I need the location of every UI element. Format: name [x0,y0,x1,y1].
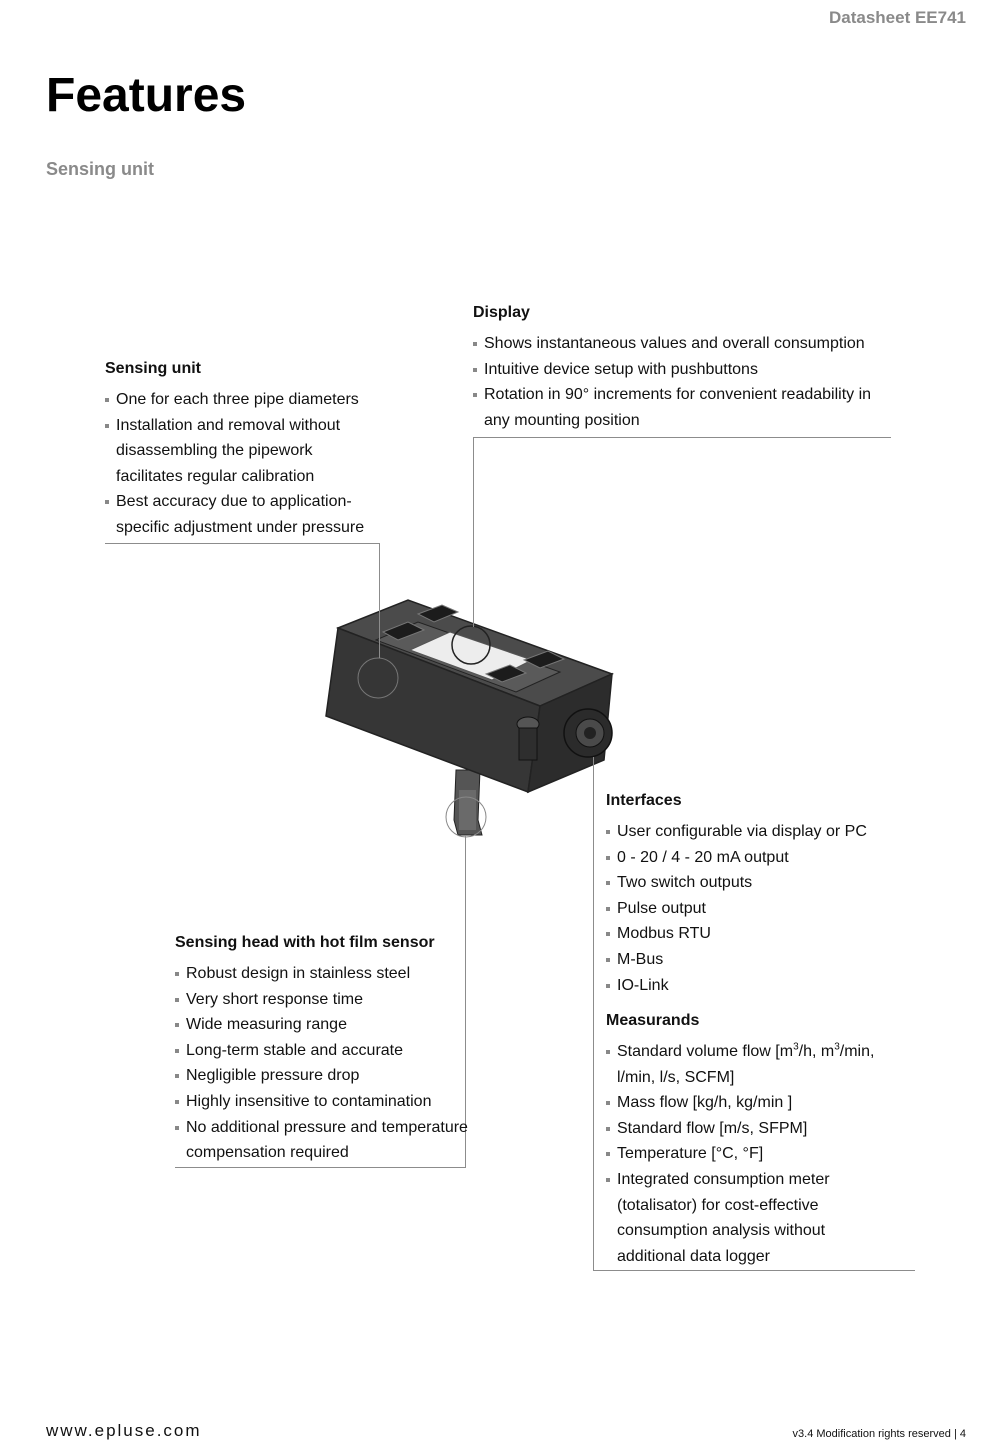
page-title: Features [46,69,247,122]
list-item: User configurable via display or PC [606,819,906,845]
interfaces-features [606,791,906,998]
leader-line-display-v [473,437,474,627]
flow-text-c: /min, l/min, l/s, SCFM] [617,1043,875,1086]
superscript-3: 3 [834,1041,840,1053]
list-item: Robust design in stainless steel [175,961,465,987]
list-item: IO-Link [606,973,906,999]
list-item: Two switch outputs [606,870,906,896]
datasheet-label: Datasheet EE741 [828,8,966,27]
leader-line-sensing-unit-v [379,543,380,658]
footer-version-page: v3.4 Modification rights reserved | 4 [792,1428,966,1440]
list-item: Integrated consumption meter (totalisator) for cost-effective consumption analysis without additional data logger [606,1167,862,1269]
leader-line-interfaces-h [593,1270,915,1271]
list-item: 0 - 20 / 4 - 20 mA output [606,845,906,871]
sensing-unit-heading: Sensing unit [105,360,201,377]
list-item: M-Bus [606,947,906,973]
list-item: Rotation in 90° increments for convenient readability in any mounting position [473,382,884,433]
list-item: Very short response time [175,987,465,1013]
sensing-head-features [175,933,468,1166]
measurands-list [606,1039,906,1269]
list-item: Installation and removal without disassembling the pipework facilitates regular calibration [105,413,356,490]
leader-line-sensing-unit-h [105,543,380,544]
leader-line-display-h [473,437,891,438]
list-item [606,1039,902,1090]
list-item: Mass flow [kg/h, kg/min ] [606,1090,906,1116]
list-item: Pulse output [606,896,906,922]
superscript-3: 3 [793,1041,799,1053]
display-features [473,303,903,433]
list-item: No additional pressure and temperature compensation required [175,1115,468,1166]
interfaces-list [606,819,906,998]
list-item: Long-term stable and accurate [175,1038,465,1064]
sensing-unit-features [105,359,390,541]
interfaces-heading: Interfaces [606,792,682,809]
list-item: Best accuracy due to application-specific adjustment under pressure [105,489,381,540]
list-item: Intuitive device setup with pushbuttons [473,357,903,383]
display-list [473,331,903,433]
display-heading: Display [473,304,530,321]
footer-website-link[interactable]: www.epluse.com [46,1421,202,1440]
list-item: Temperature [°C, °F] [606,1141,906,1167]
list-item: Modbus RTU [606,921,906,947]
list-item: Wide measuring range [175,1012,465,1038]
page-subtitle: Sensing unit [46,159,154,179]
leader-line-interfaces-v [593,757,594,1271]
sensing-unit-list [105,387,390,541]
flow-text-b: /h, m [798,1043,835,1060]
flow-text-a: Standard volume flow [m [617,1043,794,1060]
list-item: Shows instantaneous values and overall consumption [473,331,903,357]
list-item: Standard flow [m/s, SFPM] [606,1116,906,1142]
measurands-heading: Measurands [606,1012,700,1029]
list-item: Negligible pressure drop [175,1063,465,1089]
measurands-features [606,1011,906,1269]
sensing-head-heading: Sensing head with hot film sensor [175,934,435,951]
list-item: Highly insensitive to contamination [175,1089,465,1115]
sensing-head-list [175,961,468,1166]
list-item: One for each three pipe diameters [105,387,390,413]
leader-line-head-h [175,1167,466,1168]
